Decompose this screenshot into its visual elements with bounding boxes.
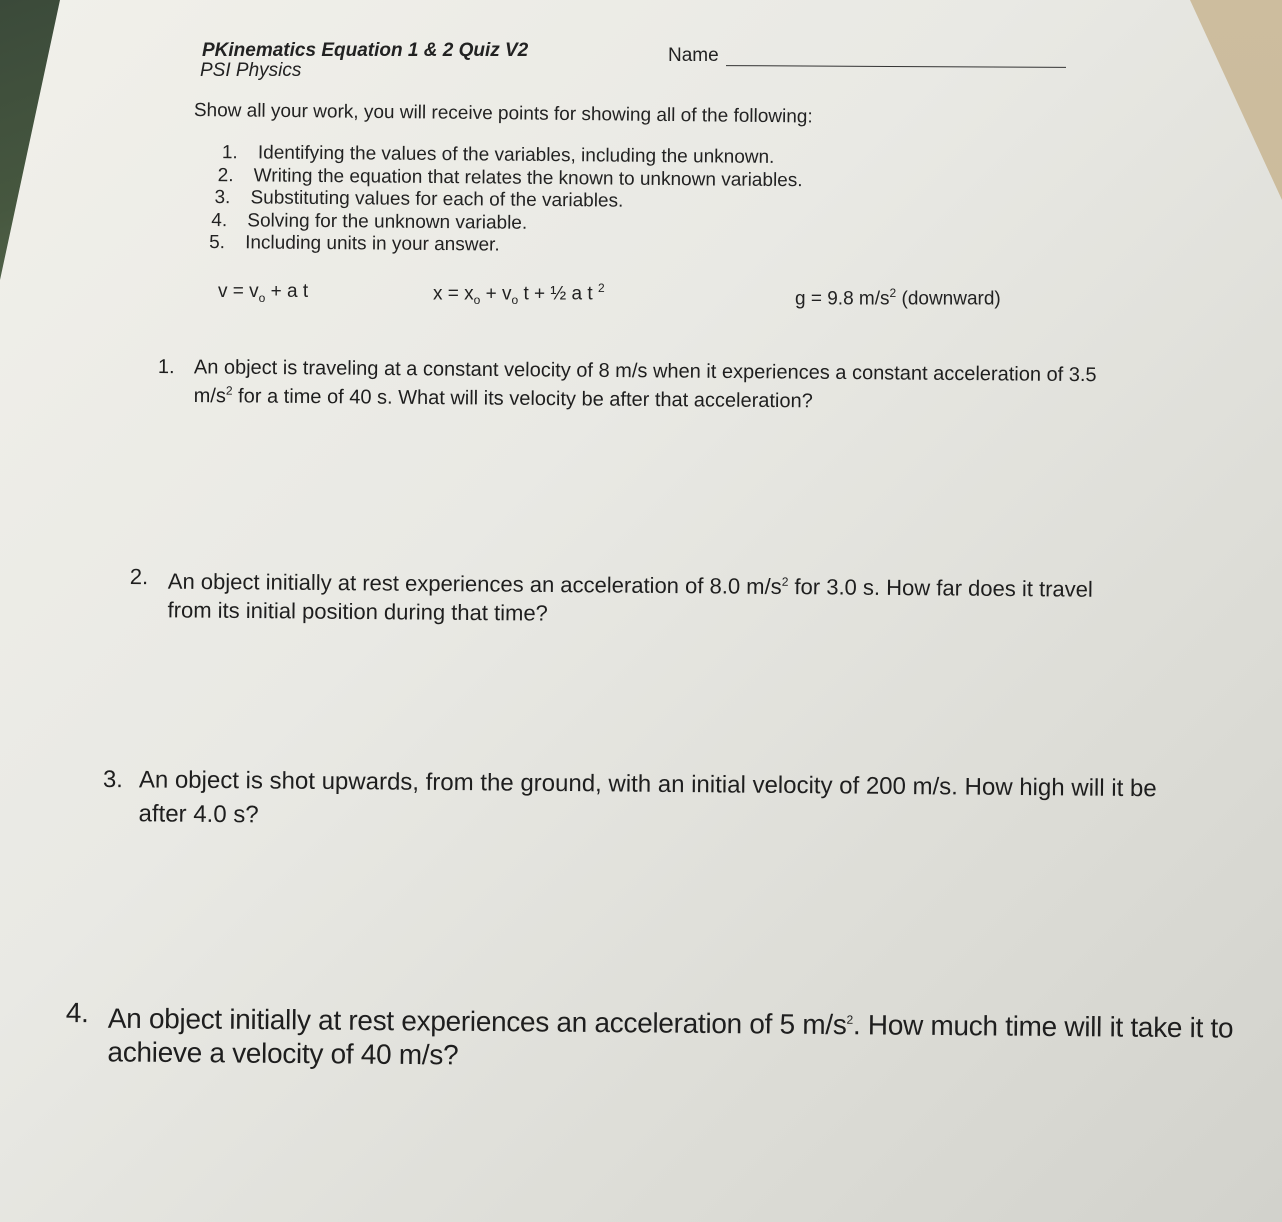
criteria-text: Solving for the unknown variable. <box>247 209 528 234</box>
question-3 <box>102 766 1182 837</box>
question-number: 1. <box>157 356 175 379</box>
equation-velocity: $v = v_o + a$ t <box>218 281 309 305</box>
instructions-intro: Show all your work, you will receive points for showing all of the following: <box>193 100 813 128</box>
question-text: An object is traveling at a constant velocity of 8 m/s when it experiences a constant acceleration of 3.5 $m/s^2$ for a time of 40 s. What will its velocity be after that acceleration? <box>193 356 1097 412</box>
question-number: 2. <box>129 563 149 590</box>
question-number: 4. <box>65 996 89 1029</box>
criteria-number: 4. <box>211 209 228 231</box>
name-label: Name <box>668 45 719 66</box>
question-text: An object initially at rest experiences an acceleration of 5 $m/s^2$. How much time will it take it to achieve a velocity of 40 m/s? <box>107 1002 1234 1071</box>
criteria-text: Including units in your answer. <box>245 232 500 256</box>
question-2 <box>129 562 1140 633</box>
criteria-number: 5. <box>209 231 226 254</box>
criteria-number: 2. <box>217 164 234 186</box>
criteria-number: 1. <box>221 142 238 164</box>
gravity-constant: g = 9.8 $m/s^2$ (downward) <box>795 286 1001 310</box>
criteria-text: Identifying the values of the variables, including the unknown. <box>257 142 775 168</box>
course-name: PSI Physics <box>200 60 302 81</box>
grading-criteria-list <box>209 142 803 260</box>
quiz-title: PKinematics Equation 1 & 2 Quiz V2 <box>202 40 529 61</box>
equation-position: $x = x_o + v_o$ t + ½ a t $^2$ <box>433 281 605 308</box>
criteria-text: Writing the equation that relates the known to unknown variables. <box>253 164 803 191</box>
criteria-text: Substituting values for each of the variables. <box>250 187 624 212</box>
question-number: 3. <box>102 766 124 794</box>
question-1 <box>158 356 1118 415</box>
criteria-number: 3. <box>214 187 231 209</box>
question-text: An object initially at rest experiences an acceleration of 8.0 $m/s^2$ for 3.0 s. How far does it travel from its initial position during that time? <box>167 568 1093 626</box>
question-4 <box>65 996 1246 1080</box>
question-text: An object is shot upwards, from the ground, with an initial velocity of 200 m/s. How high will it be after 4.0 s? <box>138 766 1157 829</box>
